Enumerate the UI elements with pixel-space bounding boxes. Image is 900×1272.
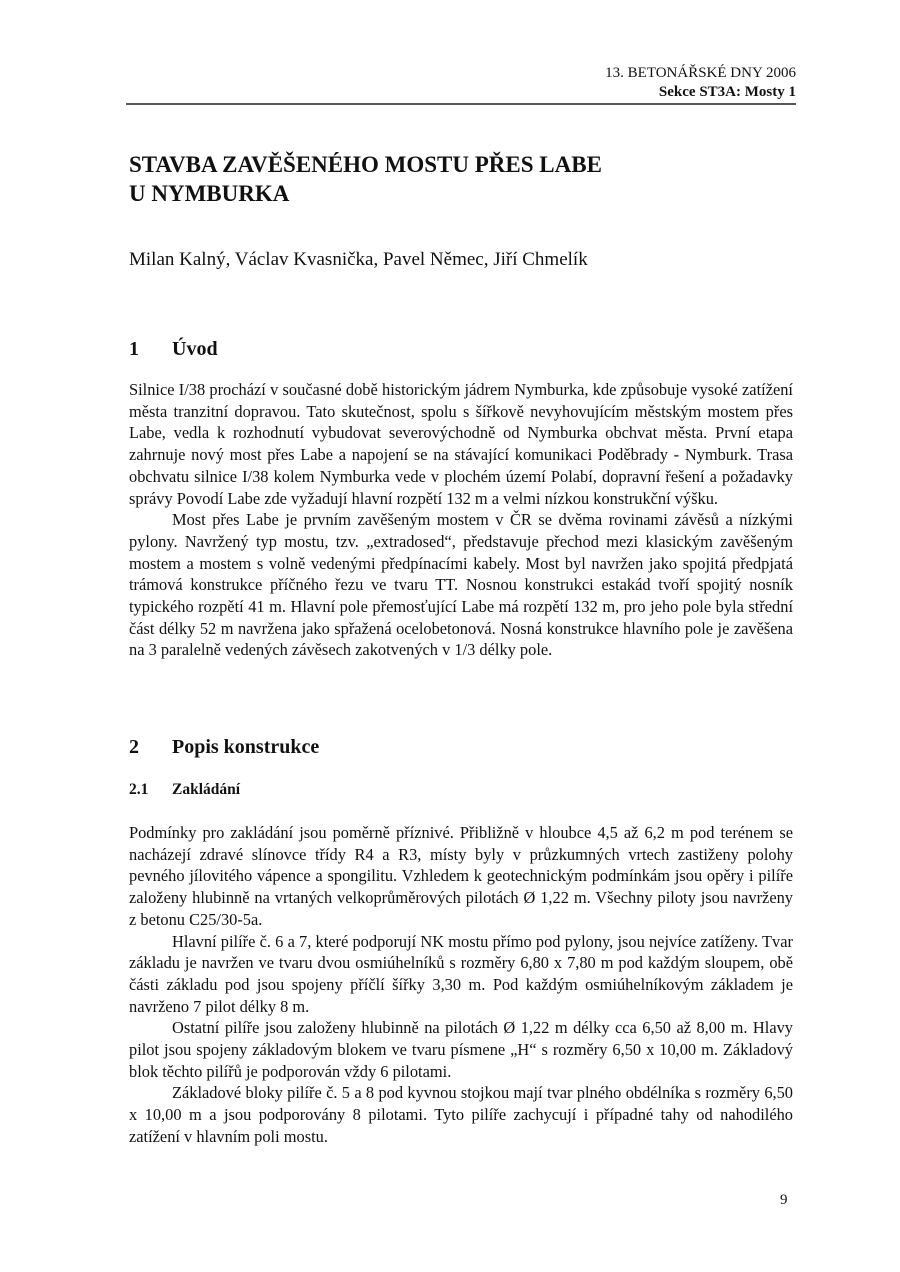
authors: Milan Kalný, Václav Kvasnička, Pavel Němec, Jiří Chmelík xyxy=(129,249,588,270)
subsection-title: Zakládání xyxy=(172,781,241,798)
paragraph: Most přes Labe je prvním zavěšeným mostem v ČR se dvěma rovinami závěsů a nízkými pylony. Navržený typ mostu, tzv. „extradosed“, představuje přechod mezi klasickým zavěšeným mostem a mostem s volně vedenými předpínacími kabely. Most byl navržen jako spojitá předpjatá trámová konstrukce příčného řezu ve tvaru TT. Nosnou konstrukci estakád tvoří spojitý nosník typického rozpětí 41 m. Hlavní pole přemosťující Labe má rozpětí 132 m, pro jeho pole byla střední část délky 52 m navržena jako spřažená ocelobetonová. Nosná konstrukce hlavního pole je zavěšena na 3 paralelně vedených závěsech zakotvených v 1/3 délky pole. xyxy=(129,510,793,660)
section-heading-1 xyxy=(129,337,218,361)
paragraph: Základové bloky pilíře č. 5 a 8 pod kyvnou stojkou mají tvar plného obdélníka s rozměry 6,50 x 10,00 m a jsou podporovány 8 pilotami. Tyto pilíře zachycují i případné tahy od nahodilého zatížení v hlavním poli mostu. xyxy=(129,1083,793,1146)
paragraph: Hlavní pilíře č. 6 a 7, které podporují NK mostu přímo pod pylony, jsou nejvíce zatíženy. Tvar základu je navržen ve tvaru dvou osmiúhelníků s rozměry 6,80 x 7,80 m pod každým sloupem, obě části základu pod jsou spojeny příčlí šířky 3,30 m. Pod každým osmiúhelníkovým základem je navrženo 7 pilot délky 8 m. xyxy=(129,931,793,1016)
section-title: Popis konstrukce xyxy=(172,736,320,758)
section-number: 2 xyxy=(129,736,139,758)
paragraph: Silnice I/38 prochází v současné době historickým jádrem Nymburka, kde způsobuje vysoké zatížení města tranzitní dopravou. Tato skutečnost, spolu s šířkově nevyhovujícím městským mostem přes Labe, vedla k rozhodnutí vybudovat severovýchodně od Nymburka obchvat města. První etapa zahrnuje nový most přes Labe a napojení se na stávající komunikaci Poděbrady - Nymburk. Trasa obchvatu silnice I/38 kolem Nymburka vede v plochém území Polabí, dopravní řešení a požadavky správy Povodí Labe zde vyžadují hlavní rozpětí 132 m a velmi nízkou konstrukční výšku. xyxy=(129,380,793,508)
paragraph: Podmínky pro zakládání jsou poměrně příznivé. Přibližně v hloubce 4,5 až 6,2 m pod terénem se nacházejí zdravé slínovce třídy R4 a R3, místy byly v průzkumných vrtech zastiženy polohy pevného jílovitého vápence a spongilitu. Vzhledem k geotechnickým podmínkám jsou opěry i pilíře založeny hlubinně na vrtaných velkoprůměrových pilotách Ø 1,22 m. Všechny piloty jsou navrženy z betonu C25/30-5a. xyxy=(129,823,793,929)
subsection-heading-2-1 xyxy=(129,780,240,800)
title-line-1: STAVBA ZAVĚŠENÉHO MOSTU PŘES LABE xyxy=(129,152,602,177)
paper-title xyxy=(129,150,769,208)
section-title: Úvod xyxy=(172,338,218,360)
section-1-body xyxy=(129,379,793,661)
title-line-2: U NYMBURKA xyxy=(129,181,290,206)
section-heading-2 xyxy=(129,735,319,759)
paragraph: Ostatní pilíře jsou založeny hlubinně na pilotách Ø 1,22 m délky cca 6,50 až 8,00 m. Hlavy pilot jsou spojeny základovým blokem ve tvaru písmene „H“ s rozměry 6,50 x 10,00 m. Základový blok těchto pilířů je podporován vždy 6 pilotami. xyxy=(129,1018,793,1081)
conference-name: 13. BETONÁŘSKÉ DNY 2006 xyxy=(605,65,796,81)
section-2-1-body xyxy=(129,822,793,1148)
section-number: 1 xyxy=(129,338,139,360)
subsection-number: 2.1 xyxy=(129,781,149,798)
section-name: Sekce ST3A: Mosty 1 xyxy=(658,84,796,100)
page-number: 9 xyxy=(780,1192,788,1208)
header-divider xyxy=(126,103,796,105)
running-header xyxy=(126,64,796,102)
